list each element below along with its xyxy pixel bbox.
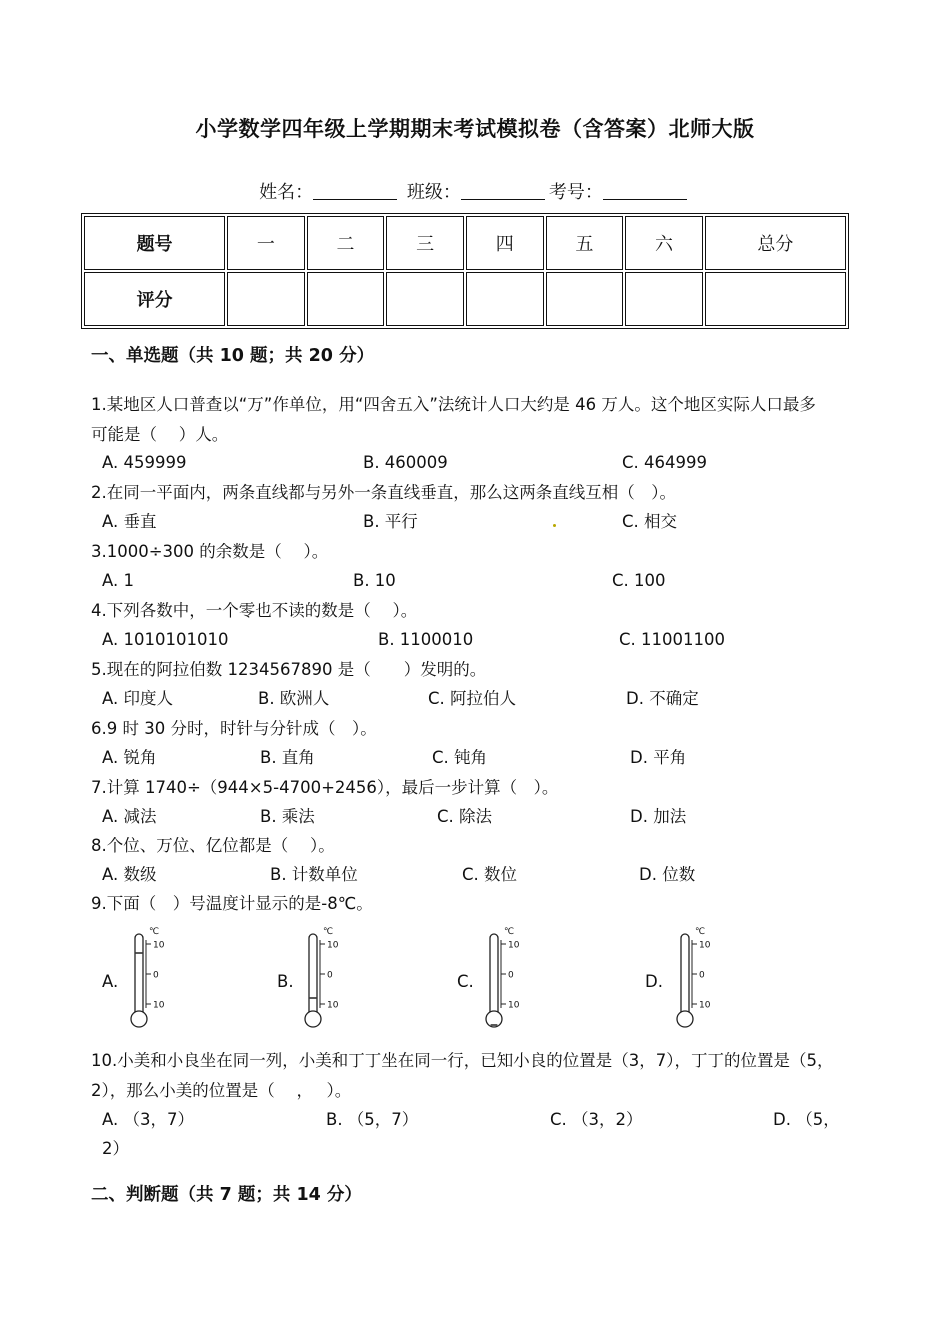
class-label: 班级： <box>406 182 461 203</box>
thermometer-d-icon[interactable] <box>672 922 718 1030</box>
thermometer-tube <box>135 934 143 1016</box>
score-header-cell: 三 <box>386 216 464 270</box>
q9-option-a[interactable]: A. <box>102 972 119 991</box>
q6-option-a[interactable]: A. 锐角 <box>102 748 157 767</box>
thermometer-bulb <box>677 1011 693 1027</box>
question-1-line1: 1.某地区人口普查以“万”作单位，用“四舍五入”法统计人口大约是 46 万人。这个地区实际人口最多 <box>91 395 816 414</box>
q10-option-d-cont: 2） <box>102 1139 129 1158</box>
score-table-header-row <box>84 216 846 270</box>
q5-option-c[interactable]: C. 阿拉伯人 <box>428 689 517 708</box>
thermometer-tube <box>490 934 498 1016</box>
name-label: 姓名： <box>259 182 314 203</box>
question-2: 2.在同一平面内，两条直线都与另外一条直线垂直，那么这两条直线互相（ ）。 <box>91 483 676 502</box>
score-row-label: 评分 <box>84 272 225 326</box>
q4-option-a[interactable]: A. 1010101010 <box>102 630 229 649</box>
score-header-cell: 一 <box>227 216 305 270</box>
question-5: 5.现在的阿拉伯数 1234567890 是（ ）发明的。 <box>91 660 487 679</box>
score-header-cell: 四 <box>466 216 544 270</box>
thermometer-tick-label: 0 <box>327 970 333 981</box>
q1-option-b[interactable]: B. 460009 <box>363 453 448 472</box>
q6-option-b[interactable]: B. 直角 <box>260 748 315 767</box>
q6-option-c[interactable]: C. 钝角 <box>432 748 488 767</box>
score-table-score-row <box>84 272 846 326</box>
question-10-line1: 10.小美和小良坐在同一列，小美和丁丁坐在同一行，已知小良的位置是（3，7），丁丁的位置是（5， <box>91 1051 834 1070</box>
question-7: 7.计算 1740÷（944×5-4700+2456），最后一步计算（ ）。 <box>91 778 559 797</box>
q8-option-b[interactable]: B. 计数单位 <box>270 865 358 884</box>
q5-option-b[interactable]: B. 欧洲人 <box>258 689 330 708</box>
q2-option-a[interactable]: A. 垂直 <box>102 512 157 531</box>
question-9: 9.下面（ ）号温度计显示的是-8℃。 <box>91 894 373 913</box>
thermometer-c-icon[interactable] <box>481 922 527 1030</box>
name-blank[interactable] <box>313 181 397 200</box>
thermometer-tick-label: 10 <box>153 1000 165 1011</box>
q2-option-b[interactable]: B. 平行 <box>363 512 418 531</box>
q7-option-c[interactable]: C. 除法 <box>437 807 493 826</box>
page-title: 小学数学四年级上学期期末考试模拟卷（含答案）北师大版 <box>195 117 755 141</box>
q3-option-c[interactable]: C. 100 <box>612 571 666 590</box>
q6-option-d[interactable]: D. 平角 <box>630 748 687 767</box>
q8-option-a[interactable]: A. 数级 <box>102 865 157 884</box>
thermometer-tube <box>309 934 317 1016</box>
q9-option-d[interactable]: D. <box>645 972 663 991</box>
thermometer-bulb <box>305 1011 321 1027</box>
q10-option-d[interactable]: D. （5， <box>773 1110 840 1129</box>
score-cell[interactable] <box>625 272 703 326</box>
thermometer-unit-label: ℃ <box>504 927 515 937</box>
score-header-cell: 六 <box>625 216 703 270</box>
thermometer-tick-label: 10 <box>327 1000 339 1011</box>
question-1-line2: 可能是（ ）人。 <box>91 425 229 444</box>
thermometer-tick-label: 10 <box>153 940 165 951</box>
score-cell[interactable] <box>307 272 385 326</box>
thermometer-tube <box>681 934 689 1016</box>
q7-option-a[interactable]: A. 减法 <box>102 807 157 826</box>
question-4: 4.下列各数中，一个零也不读的数是（ ）。 <box>91 601 418 620</box>
thermometer-tick-label: 0 <box>153 970 159 981</box>
q10-option-a[interactable]: A. （3，7） <box>102 1110 194 1129</box>
exam-no-label: 考号： <box>548 182 603 203</box>
q1-option-c[interactable]: C. 464999 <box>622 453 707 472</box>
q9-option-c[interactable]: C. <box>457 972 474 991</box>
score-header-cell: 二 <box>307 216 385 270</box>
score-header-cell: 五 <box>546 216 624 270</box>
thermometer-options <box>0 922 950 1032</box>
q10-option-c[interactable]: C. （3，2） <box>550 1110 643 1129</box>
q4-option-c[interactable]: C. 11001100 <box>619 630 725 649</box>
question-3: 3.1000÷300 的余数是（ ）。 <box>91 542 329 561</box>
q9-option-b[interactable]: B. <box>277 972 294 991</box>
thermometer-unit-label: ℃ <box>695 927 706 937</box>
q5-option-a[interactable]: A. 印度人 <box>102 689 173 708</box>
exam-no-blank[interactable] <box>603 181 687 200</box>
q3-option-a[interactable]: A. 1 <box>102 571 134 590</box>
score-cell[interactable] <box>546 272 624 326</box>
q7-option-b[interactable]: B. 乘法 <box>260 807 315 826</box>
thermometer-unit-label: ℃ <box>149 927 160 937</box>
section2-heading: 二、判断题（共 7 题；共 14 分） <box>91 1185 362 1205</box>
score-header-cell: 题号 <box>84 216 225 270</box>
q7-option-d[interactable]: D. 加法 <box>630 807 687 826</box>
score-cell[interactable] <box>705 272 846 326</box>
q8-option-d[interactable]: D. 位数 <box>639 865 696 884</box>
thermometer-tick-label: 10 <box>327 940 339 951</box>
thermometer-unit-label: ℃ <box>323 927 334 937</box>
score-cell[interactable] <box>466 272 544 326</box>
q10-option-b[interactable]: B. （5，7） <box>326 1110 419 1129</box>
section1-heading: 一、单选题（共 10 题；共 20 分） <box>91 346 375 366</box>
stray-mark <box>553 524 556 527</box>
class-blank[interactable] <box>461 181 545 200</box>
thermometer-tick-label: 10 <box>508 940 520 951</box>
q1-option-a[interactable]: A. 459999 <box>102 453 187 472</box>
question-10-line2: 2），那么小美的位置是（ ， ）。 <box>91 1081 352 1100</box>
thermometer-tick-label: 0 <box>508 970 514 981</box>
score-cell[interactable] <box>227 272 305 326</box>
student-info-line <box>0 178 950 204</box>
score-table <box>81 213 849 329</box>
q5-option-d[interactable]: D. 不确定 <box>626 689 699 708</box>
question-6: 6.9 时 30 分时，时针与分针成（ ）。 <box>91 719 377 738</box>
thermometer-b-icon[interactable] <box>300 922 346 1030</box>
thermometer-tick-label: 0 <box>699 970 705 981</box>
q3-option-b[interactable]: B. 10 <box>353 571 396 590</box>
score-header-cell: 总分 <box>705 216 846 270</box>
q4-option-b[interactable]: B. 1100010 <box>378 630 474 649</box>
thermometer-bulb <box>131 1011 147 1027</box>
score-cell[interactable] <box>386 272 464 326</box>
question-8: 8.个位、万位、亿位都是（ ）。 <box>91 836 335 855</box>
thermometer-a-icon[interactable] <box>126 922 172 1030</box>
q2-option-c[interactable]: C. 相交 <box>622 512 678 531</box>
thermometer-tick-label: 10 <box>699 940 711 951</box>
thermometer-tick-label: 10 <box>699 1000 711 1011</box>
thermometer-tick-label: 10 <box>508 1000 520 1011</box>
q8-option-c[interactable]: C. 数位 <box>462 865 518 884</box>
